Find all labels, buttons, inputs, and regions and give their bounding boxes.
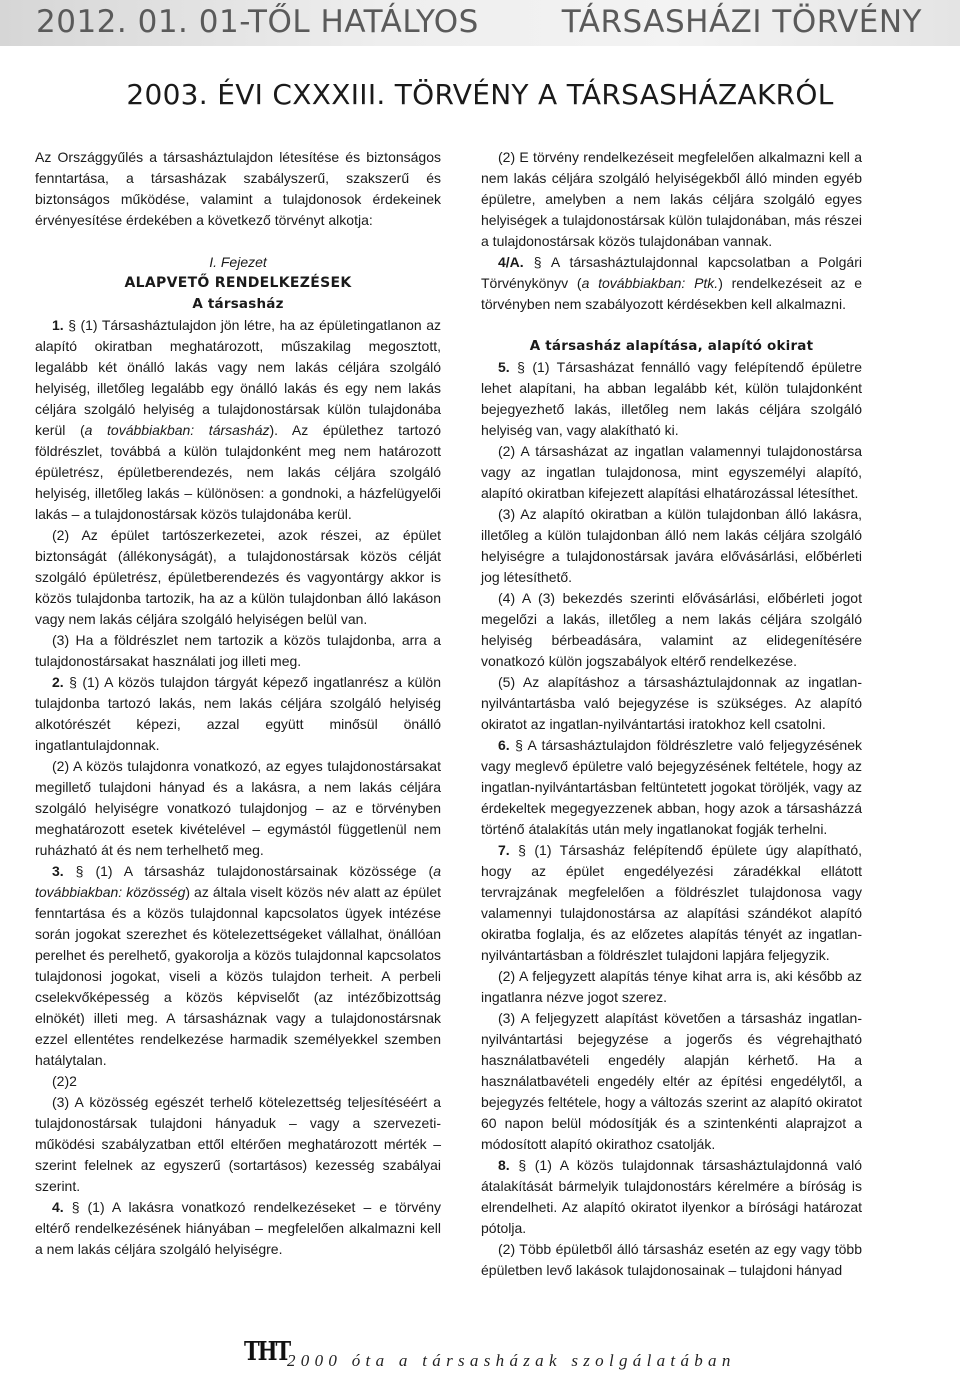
section-3-paragraph-1: 3. § (1) A társasház tulajdonostársainak közössége (a továbbiakban: közösség) az általa viselt közös név alatt az épület fenntartása és a közös tulajdonnal kapcsolatos ügyek intézése során jogokat szerezhet és kötelezettségeket vállalhat, önállóan perelhet és perelhető, gyakorolja a közös tulajdonnal kapcsolatos tulajdonosi jogokat, viseli a közös tulajdon terheit. A perbeli cselekvőképesség a közös képviselőt (az intézőbizottság elnökét) illeti meg. A társasháznak vagy a tulajdonostársnak ezzel ellentétes rendelkezése harmadik személyekkel szemben hatálytalan. — [35, 863, 441, 1068]
section-5-paragraph-4: (4) A (3) bekezdés szerinti elővásárlási, előbérleti jogot megelőzi a lakás, illetőleg a nem lakás céljára szolgáló helyiség bérbeadására, valamint az elidegenítésére vonatkozó külön jogszabályok eltérő rendelkezése. — [481, 590, 862, 669]
header-band — [0, 0, 960, 46]
section-6-paragraph-1: 6. § A társasháztulajdon földrészletre való feljegyzésének vagy meglevő épületre való bejegyzésének feltétele, hogy az ingatlan-nyilvántartásban feltüntetett jogokat töröljék, vagy az érdekeltek megegyezzenek abban, hogy azok a társasházzá történő átalakítás után mely ingatlanokat fogják terhelni. — [481, 737, 862, 837]
section-3-paragraph-2: (2)2 — [52, 1073, 77, 1089]
section-4-paragraph-1: 4. § (1) A lakásra vonatkozó rendelkezéseket – e törvény eltérő rendelkezésének hiányában – megfelelően alkalmazni kell a nem lakás céljára szolgáló helyiségre. — [35, 1199, 441, 1257]
section-5-paragraph-5: (5) Az alapításhoz a társasháztulajdonnak az ingatlan-nyilvántartásba való bejegyzése is szükséges. Az alapító okiratot az ingatlan-nyilvántartási iratokhoz kell csatolni. — [481, 674, 862, 732]
section-title: A társasház alapítása, alapító okirat — [529, 338, 814, 354]
section-8-paragraph-2: (2) Több épületből álló társasház esetén az egy vagy több épületben levő lakások tulajdonosainak – tulajdoni hányad — [481, 1241, 862, 1278]
section-number: 3. — [52, 863, 64, 879]
section-1-paragraph-2: (2) Az épület tartószerkezetei, azok részei, az épület biztonságát (állékonyságát), a tulajdonostársak közös célját szolgáló épületrész, épületberendezés és vagyontárgy akkor is közös tulajdonba tartozik, ha az a külön tulajdonban álló lakáson vagy nem lakás céljára szolgáló helyiségen belül van. — [35, 527, 441, 627]
chapter-title: ALAPVETŐ RENDELKEZÉSEK — [124, 275, 352, 291]
section-2-paragraph-2: (2) A közös tulajdonra vonatkozó, az egyes tulajdonostársakat megillető tulajdoni hányad és a lakásra, a nem lakás céljára szolgáló helyiségre vonatkozó tulajdonjog – az e törvényben meghatározott esetek kivételével – egymástól függetlenül nem ruházható át és nem terhelhető meg. — [35, 758, 441, 858]
section-4-paragraph-2: (2) E törvény rendelkezéseit megfelelően alkalmazni kell a nem lakás céljára szolgáló helyiségekből álló minden egyéb épületre, amelyben a nem lakás céljára szolgáló egyes helyiségek a tulajdonostársak külön tulajdonában, más részei a tulajdonostársak közös tulajdonában vannak. — [481, 149, 862, 249]
right-column — [481, 147, 862, 1281]
header-document-type: TÁRSASHÁZI TÖRVÉNY — [561, 4, 922, 40]
chapter-label: I. Fejezet — [209, 254, 267, 270]
page-title: 2003. ÉVI CXXXIII. TÖRVÉNY A TÁRSASHÁZAKRÓL — [126, 78, 834, 111]
section-5-paragraph-1: 5. § (1) Társasházat fennálló vagy felépítendő épületre lehet alapítani, ha abban legalább két, külön tulajdonként bejegyezhető lakás, illetőleg nem lakás céljára szolgáló helyiség van, vagy alakítható ki. — [481, 359, 862, 438]
section-number: 4/A. — [498, 254, 524, 270]
section-number: 1. — [52, 317, 64, 333]
header-effective-date: 2012. 01. 01-TŐL HATÁLYOS — [36, 4, 479, 40]
section-title: A társasház — [192, 296, 284, 312]
preamble: Az Országgyűlés a társasháztulajdon létesítése és biztonságos fenntartása, a társasházak szabályszerű, szakszerű és biztonságos működése, valamint a tulajdonosok érdekeinek érvényesítése érdekében a következő törvényt alkotja: — [35, 149, 441, 228]
section-7-paragraph-2: (2) A feljegyzett alapítás ténye kihat arra is, aki később az ingatlanra nézve jogot szerez. — [481, 968, 862, 1005]
section-4a-paragraph-1: 4/A. § A társasháztulajdonnal kapcsolatban a Polgári Törvénykönyv (a továbbiakban: Ptk.) rendelkezéseit az e törvényben nem szabályozott kérdésekben kell alkalmazni. — [481, 254, 862, 312]
section-7-paragraph-3: (3) A feljegyzett alapítást követően a társasház ingatlan-nyilvántartási bejegyzése a jogerős és végrehajtható használatbavételi engedély alapján kérhető. Ha a használatbavételi engedély eltér az építési engedélytől, a bejegyzés feltétele, hogy a változás szerint az alapító okiratot 60 napon belül módosítják és a szintenkénti alaprajzot a módosított alapító okirathoz csatolják. — [481, 1010, 862, 1152]
section-8-paragraph-1: 8. § (1) A közös tulajdonnak társasháztulajdonná való átalakítását bármelyik tulajdonostárs kérelmére a bíróság is elrendelheti. Az alapító okiratot ilyenkor a bírósági határozat pótolja. — [481, 1157, 862, 1236]
section-3-paragraph-3: (3) A közösség egészét terhelő kötelezettség teljesítéséért a tulajdonostársak tulajdoni hányaduk – vagy a szervezeti-működési szabályzatban ettől eltérően meghatározott mérték – szerint felelnek az egyszerű (sortartásos) kezesség szabályai szerint. — [35, 1094, 441, 1194]
section-number: 8. — [498, 1157, 510, 1173]
section-1-paragraph-1: 1. § (1) Társasháztulajdon jön létre, ha az épületingatlanon az alapító okiratban meghatározott, műszakilag megosztott, legalább két önálló lakás vagy nem lakás céljára szolgáló helyiség, illetőleg legalább egy önálló lakás és egy nem lakás céljára szolgáló helyiség a tulajdonostársak külön tulajdonába kerül (a továbbiakban: társasház). Az épülethez tartozó földrészlet, továbbá a külön tulajdonként meg nem határozott épületrész, épületberendezés, nem lakás céljára szolgáló helyiség, illetőleg lakás – különösen: a gondnoki, a házfelügyelői lakás – a tulajdonostársak közös tulajdonába kerül. — [35, 317, 441, 522]
section-number: 5. — [498, 359, 510, 375]
section-5-paragraph-2: (2) A társasházat az ingatlan valamennyi tulajdonostársa vagy az ingatlan tulajdonosa, mint egyszemélyi alapító, alapító okiratban kifejezett alapítási elhatározással létesíthet. — [481, 443, 862, 501]
section-number: 2. — [52, 674, 64, 690]
section-number: 6. — [498, 737, 510, 753]
footer-tagline: 2000 óta a társasházak szolgálatában — [287, 1351, 736, 1370]
section-number: 4. — [52, 1199, 64, 1215]
section-number: 7. — [498, 842, 510, 858]
section-7-paragraph-1: 7. § (1) Társasház felépítendő épülete úgy alapítható, hogy az épület engedélyezési záradékkal ellátott tervrajzának megfelelően a földrészlet tulajdonosa vagy valamennyi tulajdonostársa az alapítási szándékot alapító okiratba foglalja, és az előzetes alapítás tényét az ingatlan-nyilvántartásban a földrészlet tulajdoni lapjára feljegyzik. — [481, 842, 862, 963]
section-5-paragraph-3: (3) Az alapító okiratban a külön tulajdonban álló lakásra, illetőleg a külön tulajdonban álló nem lakás céljára szolgáló helyiségre a tulajdonostársak javára elővásárlási, előbérleti jog létesíthető. — [481, 506, 862, 585]
section-2-paragraph-1: 2. § (1) A közös tulajdon tárgyát képező ingatlanrész a külön tulajdonba tartozó lakás, nem lakás céljára szolgáló helyiség alkotórészét képezi, azzal együtt minősül önálló ingatlantulajdonnak. — [35, 674, 441, 753]
publisher-logo: THT — [244, 1334, 290, 1367]
left-column — [35, 147, 441, 1260]
section-1-paragraph-3: (3) Ha a földrészlet nem tartozik a közös tulajdonba, arra a tulajdonostársakat használati jog illeti meg. — [35, 632, 441, 669]
